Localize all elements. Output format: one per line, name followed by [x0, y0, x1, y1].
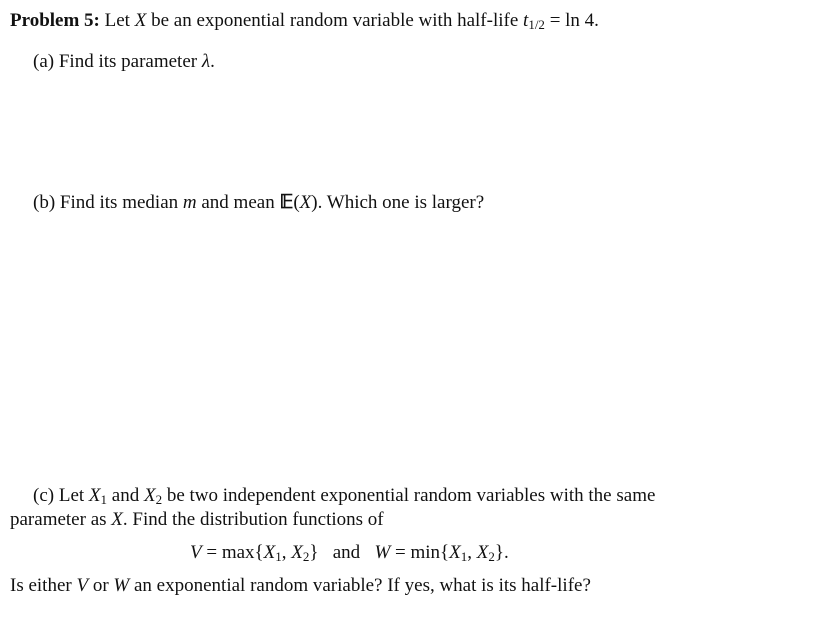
half-life-subscript: 1/2 — [528, 17, 545, 32]
problem-statement — [10, 11, 599, 31]
expectation-symbol: 𝔼 — [279, 192, 294, 213]
eq-and: and — [332, 542, 361, 563]
lambda-symbol: λ — [201, 51, 211, 72]
eq-max-comma: , — [281, 542, 287, 563]
display-equation — [190, 543, 509, 563]
eq-max-x1: X — [263, 542, 276, 563]
half-life-symbol: t — [523, 10, 529, 31]
part-c-and: and — [111, 485, 140, 506]
expect-close: ). — [311, 192, 323, 213]
eq-max-sub2: 2 — [302, 549, 310, 564]
eq-w: W — [374, 542, 391, 563]
x2-subscript: 2 — [155, 492, 163, 507]
median-symbol: m — [182, 192, 197, 213]
eq-min-close: }. — [494, 542, 509, 563]
part-c-line-1-text: be two independent exponential random variables with the same — [166, 485, 656, 506]
part-c-let: Let — [58, 485, 85, 506]
line4-v: V — [76, 575, 89, 596]
part-c-label: (c) — [33, 485, 55, 506]
eq-v: V — [190, 542, 202, 563]
problem-label: Problem 5: — [10, 10, 100, 31]
eq-max: = max{ — [206, 542, 264, 563]
part-c-line-4-text-1: Is either — [10, 575, 72, 596]
eq-min: = min{ — [395, 542, 450, 563]
part-c-line-4-text-2: an exponential random variable? If yes, what is its half-life? — [134, 575, 591, 596]
line4-w: W — [113, 575, 130, 596]
expect-open: ( — [293, 192, 300, 213]
part-a-end: . — [210, 51, 215, 72]
part-b-text-1: Find its median — [59, 192, 179, 213]
eq-min-x1: X — [449, 542, 461, 563]
part-c-line-2-text-1: parameter as — [10, 509, 107, 530]
part-c-line-1 — [33, 486, 655, 506]
x-symbol: X — [111, 509, 123, 530]
part-b — [33, 193, 484, 212]
part-c-line-2 — [10, 510, 384, 529]
variable-x: X — [134, 10, 147, 31]
x1-subscript: 1 — [100, 492, 108, 507]
eq-min-sub2: 2 — [488, 549, 495, 564]
part-a-text: Find its parameter — [58, 51, 198, 72]
part-c-line-4 — [10, 576, 591, 595]
x1-symbol: X — [88, 485, 101, 506]
eq-max-close: } — [309, 542, 319, 563]
part-b-text-2: and mean — [201, 192, 275, 213]
part-b-text-3: Which one is larger? — [326, 192, 485, 213]
problem-intro-rest: be an exponential random variable with half-life — [151, 10, 519, 31]
eq-min-sub1: 1 — [460, 549, 468, 564]
part-c-line-2-text-2: . Find the distribution functions of — [122, 509, 384, 530]
part-b-label: (b) — [33, 192, 56, 213]
eq-min-x2: X — [476, 542, 489, 563]
eq-min-comma: , — [467, 542, 473, 563]
expect-arg: X — [299, 192, 312, 213]
problem-intro-text: Let — [104, 10, 130, 31]
x2-symbol: X — [143, 485, 156, 506]
eq-max-sub1: 1 — [275, 549, 282, 564]
half-life-value: = ln 4. — [549, 10, 599, 31]
part-a — [33, 52, 215, 71]
eq-max-x2: X — [291, 542, 303, 563]
part-a-label: (a) — [33, 51, 55, 72]
line4-or: or — [92, 575, 109, 596]
